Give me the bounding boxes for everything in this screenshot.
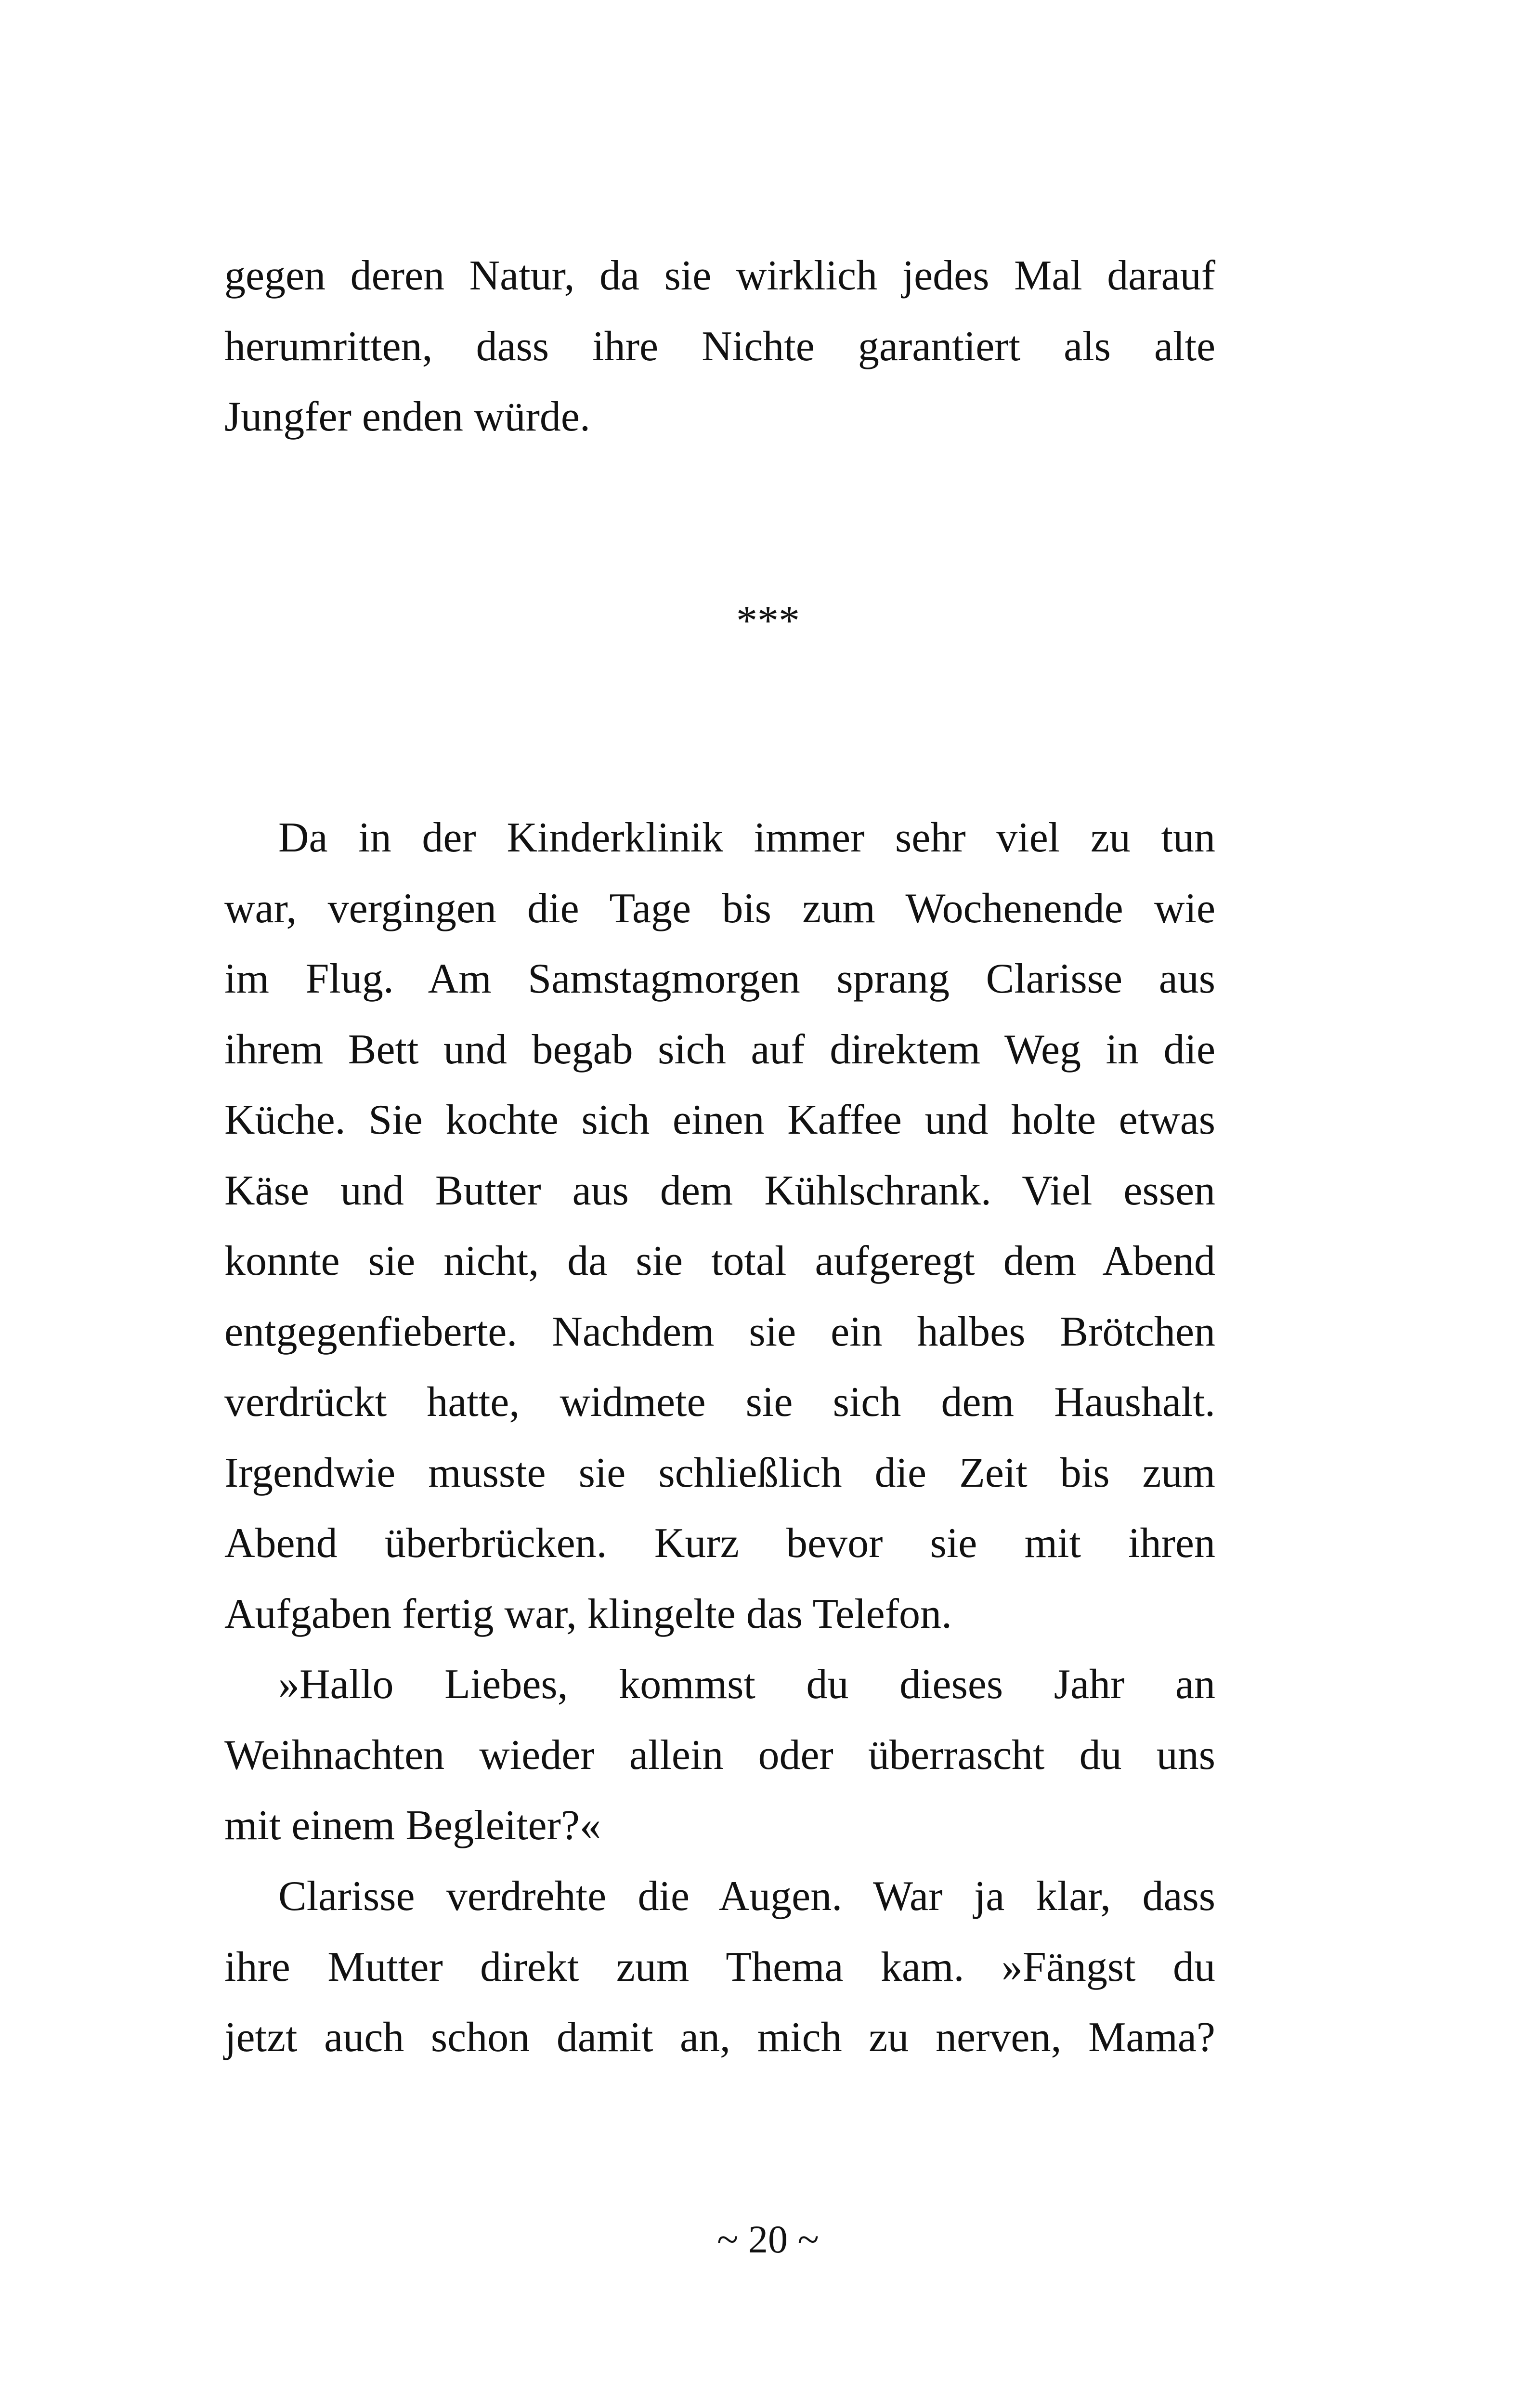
text-line: mit einem Begleiter?« (224, 1802, 601, 1849)
text-line: Weihnachten wieder allein oder überrascht du uns (224, 1731, 1215, 1779)
continuation-paragraph (224, 241, 1215, 453)
text-line: Käse und Butter aus dem Kühlschrank. Viel essen (224, 1167, 1215, 1214)
text-line: Küche. Sie kochte sich einen Kaffee und holte etwas (224, 1097, 1215, 1143)
text-line: Abend überbrücken. Kurz bevor sie mit ihren (224, 1520, 1215, 1567)
scene-separator: *** (736, 598, 800, 644)
paragraph-3 (224, 1861, 1215, 2073)
text-line: herumritten, dass ihre Nichte garantiert als alte (224, 323, 1215, 370)
paragraph-1 (224, 803, 1215, 1649)
text-line: im Flug. Am Samstagmorgen sprang Clarisse aus (224, 955, 1215, 1002)
text-line: »Hallo Liebes, kommst du dieses Jahr an (278, 1661, 1215, 1708)
text-line: entgegenfieberte. Nachdem sie ein halbes Brötchen (224, 1308, 1215, 1355)
paragraph-2 (224, 1649, 1215, 1861)
text-line: Aufgaben fertig war, klingelte das Telefon. (224, 1590, 952, 1637)
text-line: ihre Mutter direkt zum Thema kam. »Fängst du (224, 1943, 1215, 1990)
text-line: Irgendwie musste sie schließlich die Zeit bis zum (224, 1449, 1215, 1496)
text-line: Clarisse verdrehte die Augen. War ja klar, dass (278, 1873, 1215, 1920)
text-line: war, vergingen die Tage bis zum Wochenende wie (224, 885, 1215, 932)
text-line: verdrückt hatte, widmete sie sich dem Haushalt. (224, 1379, 1215, 1426)
page-number: ~ 20 ~ (717, 2217, 819, 2261)
text-line: gegen deren Natur, da sie wirklich jedes Mal darauf (224, 252, 1215, 299)
text-line: Da in der Kinderklinik immer sehr viel zu tun (278, 814, 1215, 861)
text-line: jetzt auch schon damit an, mich zu nerven, Mama? (224, 2014, 1215, 2061)
text-line: ihrem Bett und begab sich auf direktem Weg in die (224, 1026, 1215, 1073)
text-line: konnte sie nicht, da sie total aufgeregt dem Abend (224, 1238, 1215, 1284)
text-line: Jungfer enden würde. (224, 393, 590, 440)
